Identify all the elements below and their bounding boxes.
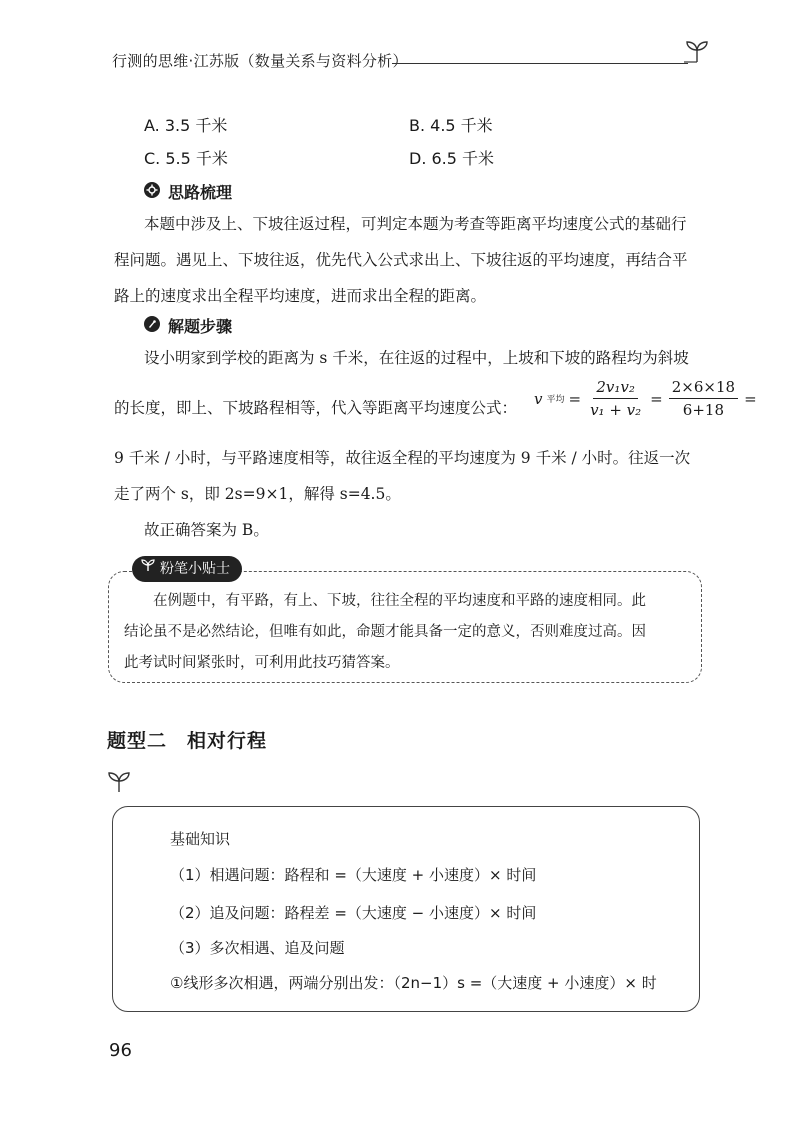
steps-heading [144, 314, 232, 337]
fraction-2-denominator: 6+18 [682, 401, 724, 419]
gear-icon [144, 182, 160, 202]
sprout-icon [684, 38, 710, 68]
sprout-icon [106, 768, 132, 798]
knowledge-item-1: （1）相遇问题：路程和 =（大速度 + 小速度）× 时间 [170, 866, 537, 884]
thinking-heading [144, 180, 232, 203]
thinking-paragraph [114, 206, 714, 314]
running-header: 行测的思维·江苏版（数量关系与资料分析） [112, 52, 408, 70]
tip-label-text: 粉笔小贴士 [160, 561, 230, 577]
thinking-line-3: 路上的速度求出全程平均速度，进而求出全程的距离。 [114, 287, 487, 305]
formula-fraction-1 [587, 378, 644, 419]
fraction-1-numerator: 2v₁v₂ [593, 378, 638, 399]
header-rule [392, 63, 688, 64]
option-b: B. 4.5 千米 [409, 116, 493, 135]
steps-line-3: 9 千米 / 小时，与平路速度相等，故往返全程的平均速度为 9 千米 / 小时。往返一次 [114, 449, 691, 467]
knowledge-item-2: （2）追及问题：路程差 =（大速度 − 小速度）× 时间 [170, 904, 537, 922]
thinking-line-1: 本题中涉及上、下坡往返过程，可判定本题为考查等距离平均速度公式的基础行 [144, 215, 687, 233]
fraction-1-denominator: v₁ + v₂ [590, 401, 642, 419]
knowledge-title: 基础知识 [170, 830, 231, 848]
formula-eq: = [568, 389, 582, 408]
option-a: A. 3.5 千米 [144, 116, 228, 135]
tip-line-1: 在例题中，有平路，有上、下坡，往往全程的平均速度和平路的速度相同。此 [153, 593, 646, 609]
page-number: 96 [109, 1040, 132, 1061]
answer-line: 故正确答案为 B。 [144, 521, 269, 539]
steps-line-4: 走了两个 s，即 2s=9×1，解得 s=4.5。 [114, 485, 401, 503]
tip-label [132, 556, 242, 582]
formula-lhs-sub: 平均 [546, 395, 565, 405]
type-heading: 题型二 相对行程 [107, 730, 268, 752]
steps-title: 解题步骤 [168, 317, 233, 336]
steps-line-2: 的长度，即上、下坡路程相等，代入等距离平均速度公式： [114, 399, 518, 417]
formula-eq-2: = [650, 389, 663, 408]
tip-line-3: 此考试时间紧张时，可利用此技巧猜答案。 [124, 655, 400, 671]
sprout-icon [140, 556, 156, 582]
tip-text [124, 586, 684, 679]
thinking-line-2: 程问题。遇见上、下坡往返，优先代入公式求出上、下坡往返的平均速度，再结合平 [114, 251, 688, 269]
knowledge-item-4: ①线形多次相遇，两端分别出发：（2n−1）s =（大速度 + 小速度）× 时 [170, 974, 657, 992]
option-d: D. 6.5 千米 [409, 149, 495, 168]
rocket-icon [144, 316, 160, 336]
average-speed-formula [534, 378, 757, 419]
knowledge-item-3: （3）多次相遇、追及问题 [170, 939, 345, 957]
option-c: C. 5.5 千米 [144, 149, 228, 168]
steps-line-1: 设小明家到学校的距离为 s 千米，在往返的过程中，上坡和下坡的路程均为斜坡 [144, 349, 689, 367]
formula-tail: = [744, 389, 757, 408]
tip-line-2: 结论虽不是必然结论，但唯有如此，命题才能具备一定的意义，否则难度过高。因 [124, 624, 646, 640]
fraction-2-numerator: 2×6×18 [669, 378, 738, 399]
thinking-title: 思路梳理 [168, 183, 233, 202]
formula-fraction-2 [669, 378, 738, 419]
formula-lhs: v [534, 389, 543, 408]
